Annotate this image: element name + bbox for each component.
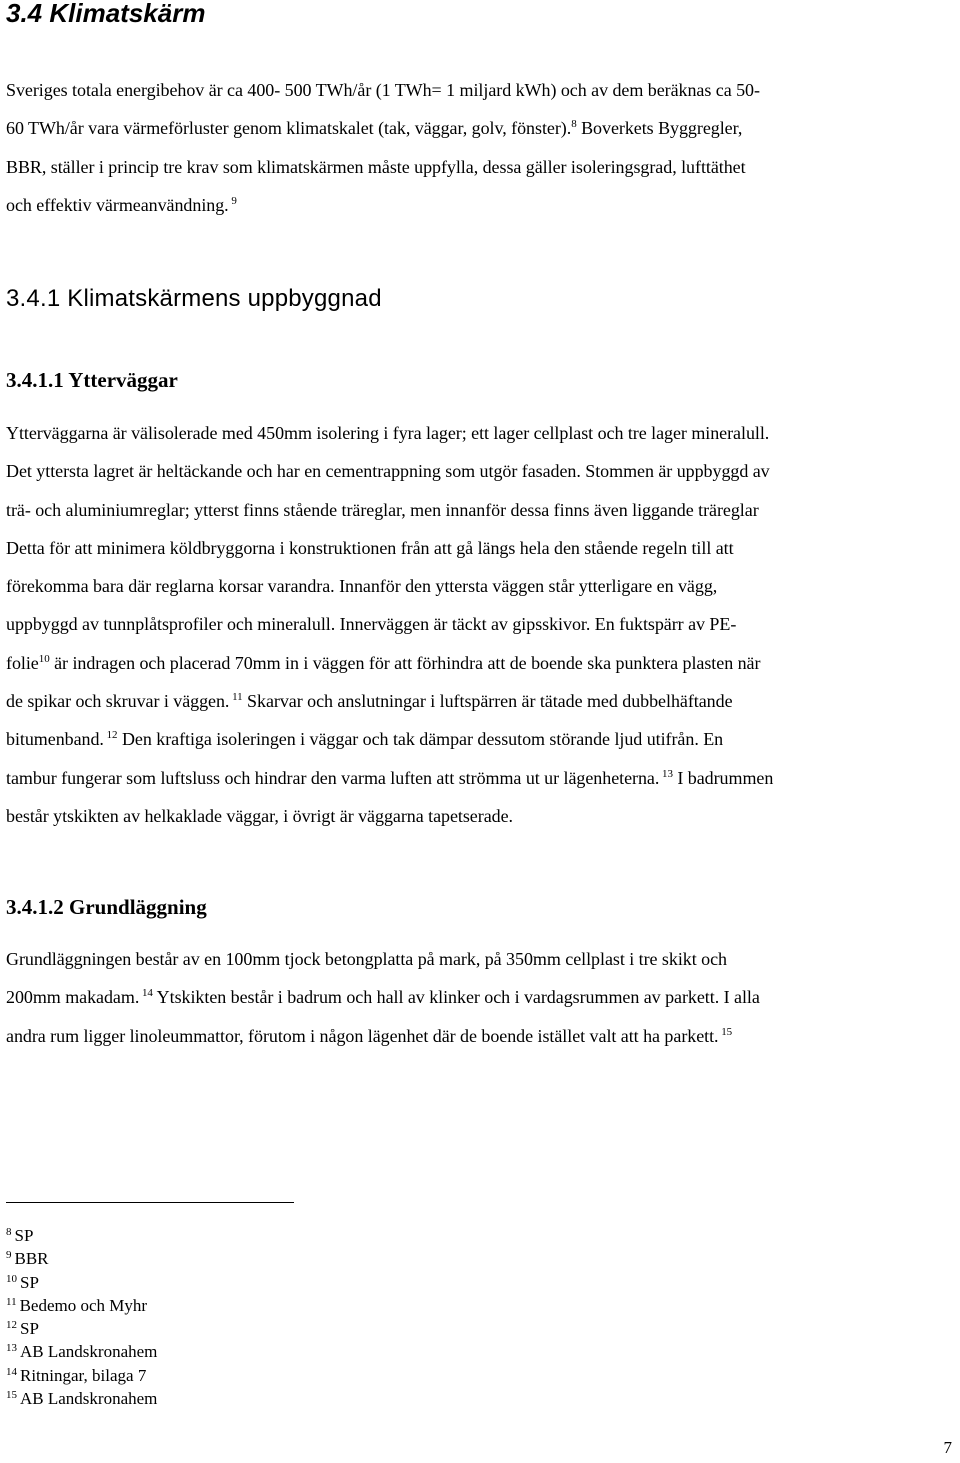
text-line: och effektiv värmeanvändning. $^9$: [6, 194, 237, 215]
grundläggning-paragraph: [6, 940, 954, 1055]
subsection-heading: 3.4.1 Klimatskärmens uppbyggnad: [6, 285, 382, 312]
footnote-number: 11: [6, 1295, 17, 1308]
footnote-reference: 11: [229, 691, 243, 704]
footnote-reference: 12: [103, 729, 118, 742]
footnote: [6, 1387, 157, 1410]
text-line: BBR, ställer i princip tre krav som klimatskärmen måste uppfylla, dessa gäller isoleringsgrad, lufttäthet: [6, 156, 746, 177]
subsubsection-heading-grundläggning: 3.4.1.2 Grundläggning: [6, 895, 207, 919]
footnote-text: SP: [20, 1272, 39, 1292]
footnote: [6, 1294, 157, 1317]
footnote-number: 9: [6, 1249, 12, 1262]
footnote-text: AB Landskronahem: [20, 1342, 158, 1362]
footnote: [6, 1224, 157, 1247]
text-line: de spikar och skruvar i väggen. $^{11}$ Skarvar och anslutningar i luftspärren är tätade med dubbelhäftande: [6, 691, 733, 712]
footnote-text: BBR: [14, 1249, 49, 1269]
text-line: förekomma bara där reglarna korsar varandra. Innanför den yttersta väggen står ytterligare en vägg,: [6, 576, 718, 597]
footnote-reference: 10: [38, 652, 50, 665]
footnote-text: Ritningar, bilaga 7: [20, 1365, 147, 1385]
text-line: tambur fungerar som luftsluss och hindrar den varma luften att strömma ut ur lägenheterna. $^{13}$ I badrummen: [6, 767, 774, 788]
footnote-number: 8: [6, 1226, 12, 1238]
page-number: 7: [943, 1438, 952, 1457]
text-line: trä- och aluminiumreglar; ytterst finns stående träreglar, men innanför dessa finns även liggande träreglar: [6, 499, 759, 520]
footnote-number: 12: [6, 1319, 17, 1332]
footnote: [6, 1317, 157, 1340]
footnote-reference: 14: [139, 987, 153, 1000]
text-line: Det yttersta lagret är heltäckande och har en cementrappning som utgör fasaden. Stommen är uppbyggd av: [6, 461, 770, 482]
section-heading: 3.4 Klimatskärm: [6, 0, 206, 28]
text-line: folie$^{10}$ är indragen och placerad 70mm in i väggen för att förhindra att de boende ska punktera plasten när: [6, 652, 761, 673]
footnote-reference: 13: [659, 767, 673, 780]
text-line: 200mm makadam. $^{14}$ Ytskikten består i badrum och hall av klinker och i vardagsrummen av parkett. I alla: [6, 987, 760, 1008]
text-line: Grundläggningen består av en 100mm tjock betongplatta på mark, på 350mm cellplast i tre skikt och: [6, 949, 727, 969]
footnote-text: SP: [20, 1319, 39, 1339]
footnote-number: 13: [6, 1342, 17, 1355]
footnote-list: [6, 1224, 157, 1410]
footnote-reference: 9: [228, 194, 237, 207]
footnote: [6, 1271, 157, 1294]
text-line: uppbyggd av tunnplåtsprofiler och mineralull. Innerväggen är täckt av gipsskivor. En fuktspärr av PE-: [6, 614, 737, 635]
footnote-reference: 8: [571, 118, 577, 131]
ytterväggar-paragraph: [6, 414, 954, 835]
footnote: [6, 1247, 157, 1270]
text-line: bitumenband. $^{12}$ Den kraftiga isoleringen i väggar och tak dämpar dessutom störande ljud utifrån. En: [6, 729, 724, 750]
footnote-text: Bedemo och Myhr: [19, 1295, 148, 1315]
text-line: andra rum ligger linoleummattor, förutom i någon lägenhet där de boende istället valt att ha parkett. $^{15}$: [6, 1025, 733, 1046]
footnote-text: SP: [14, 1226, 34, 1245]
text-line: består ytskikten av helkaklade väggar, i övrigt är väggarna tapetserade.: [6, 805, 513, 826]
text-line: Detta för att minimera köldbryggorna i konstruktionen från att gå längs hela den stående regeln till att: [6, 537, 734, 558]
subsubsection-heading-ytterväggar: 3.4.1.1 Ytterväggar: [6, 368, 178, 392]
footnote: [6, 1364, 157, 1387]
footnote-number: 14: [6, 1365, 17, 1378]
text-line: Sveriges totala energibehov är ca 400- 500 TWh/år (1 TWh= 1 miljard kWh) och av dem beräknas ca 50-: [6, 80, 760, 100]
text-line: 60 TWh/år vara värmeförluster genom klimatskalet (tak, väggar, golv, fönster).$^8$ Boverkets Byggregler,: [6, 118, 743, 139]
footnote-separator: [6, 1202, 294, 1203]
intro-paragraph: [6, 71, 954, 224]
footnote-text: AB Landskronahem: [20, 1389, 158, 1409]
footnote-number: 15: [6, 1389, 17, 1402]
text-line: Ytterväggarna är välisolerade med 450mm isolering i fyra lager; ett lager cellplast och tre lager mineralull.: [6, 423, 770, 443]
footnote-number: 10: [6, 1272, 17, 1285]
footnote-reference: 15: [718, 1025, 733, 1038]
footnote: [6, 1340, 157, 1363]
